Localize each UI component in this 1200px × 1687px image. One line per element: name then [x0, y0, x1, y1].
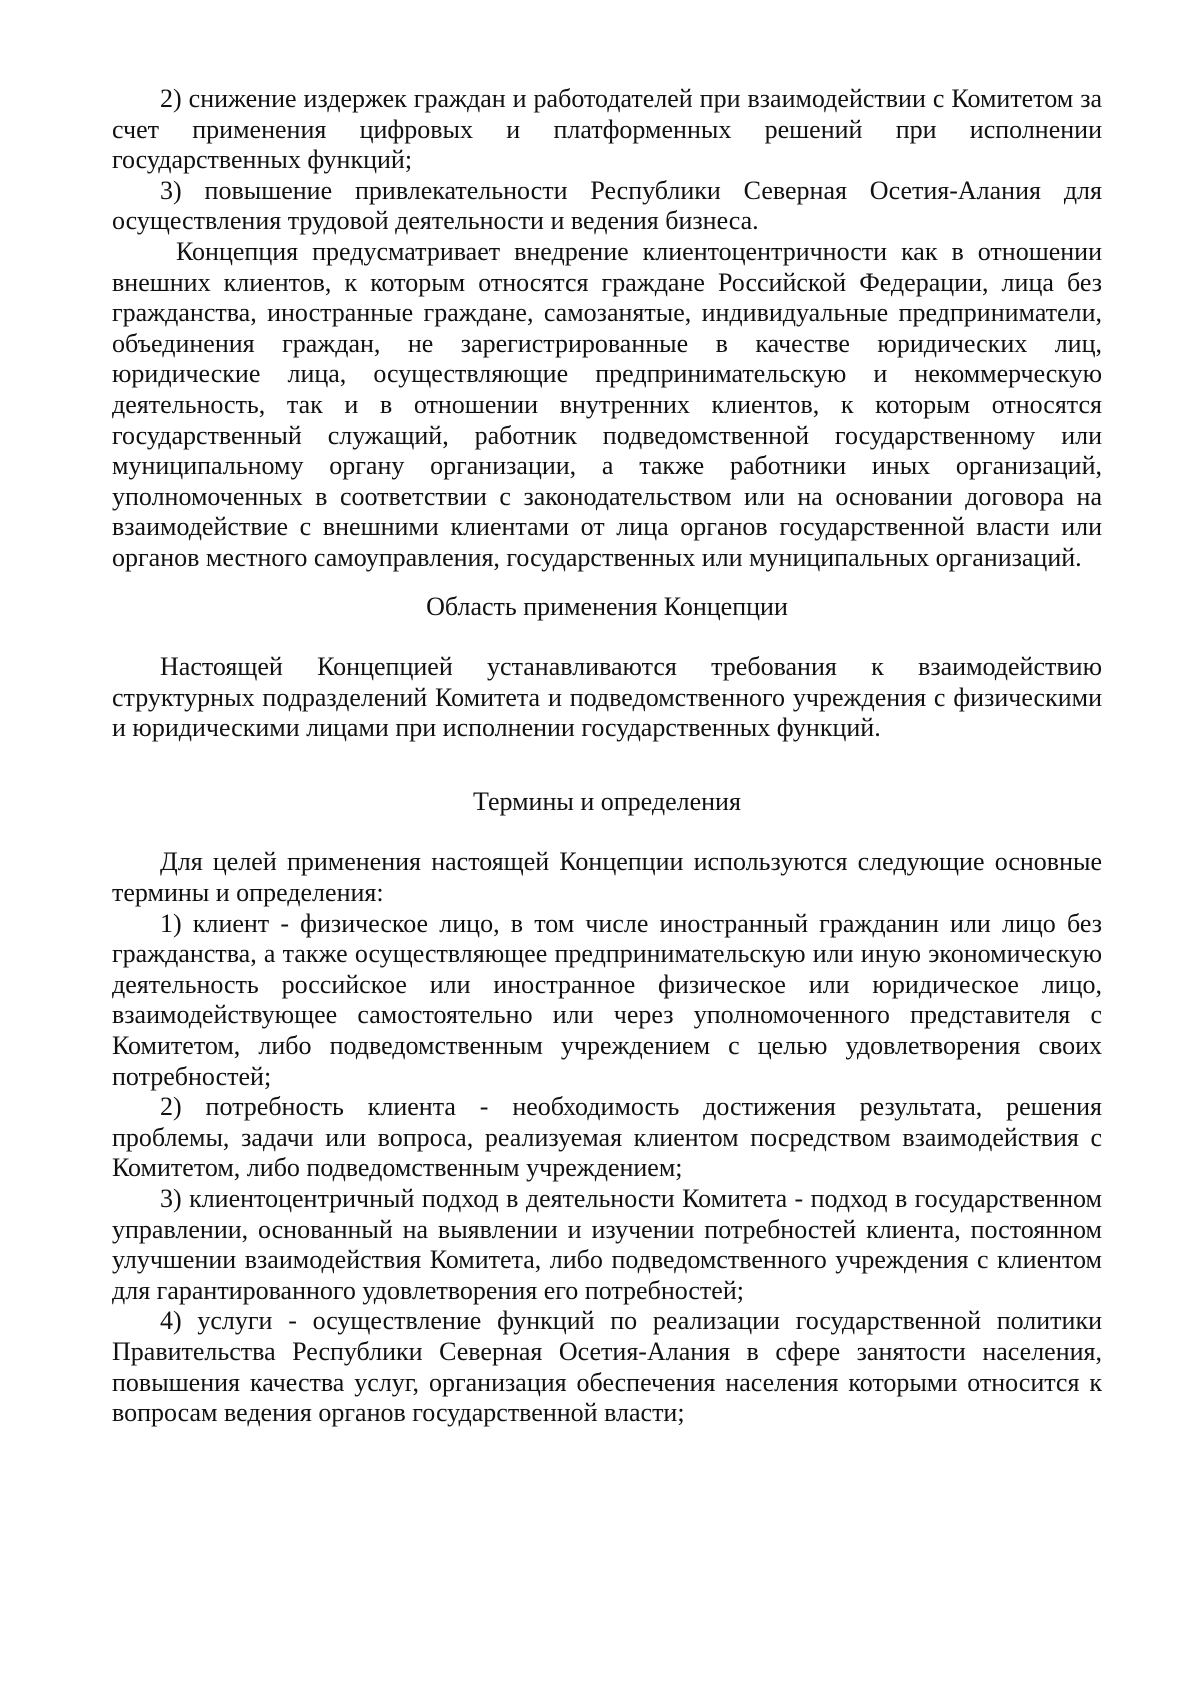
document-page [112, 84, 1102, 1429]
terms-heading: Термины и определения [473, 786, 741, 816]
intro-item-2: 2) снижение издержек граждан и работодателей при взаимодействии с Комитетом за счет применения цифровых и платформенных решений при исполнении государственных функций; [112, 84, 1102, 175]
term-item-services: 4) услуги - осуществление функций по реализации государственной политики Правительства Республики Северная Осетия-Алания в сфере занятости населения, повышения качества услуг, организация обеспечения населения которыми относится к вопросам ведения органов государственной власти; [112, 1306, 1102, 1428]
scope-paragraph: Настоящей Концепцией устанавливаются требования к взаимодействию структурных подразделений Комитета и подведомственного учреждения с физическими и юридическими лицами при исполнении государственных функций. [112, 652, 1102, 743]
intro-item-3: 3) повышение привлекательности Республики Северная Осетия-Алания для осуществления трудовой деятельности и ведения бизнеса. [112, 175, 1102, 236]
term-item-client-need: 2) потребность клиента - необходимость достижения результата, решения проблемы, задачи или вопроса, реализуемая клиентом посредством взаимодействия с Комитетом, либо подведомственным учреждением; [112, 1092, 1102, 1183]
concept-paragraph: Концепция предусматривает внедрение клиентоцентричности как в отношении внешних клиентов, к которым относятся граждане Российской Федерации, лица без гражданства, иностранные граждане, самозанятые, индивидуальные предприниматели, объединения граждан, не зарегистрированные в качестве юридических лиц, юридические лица, осуществляющие предпринимательскую и некоммерческую деятельность, так и в отношении внутренних клиентов, к которым относятся государственный служащий, работник подведомственной государственному или муниципальному органу организации, а также работники иных организаций, уполномоченных в соответствии с законодательством или на основании договора на взаимодействие с внешними клиентами от лица органов государственной власти или органов местного самоуправления, государственных или муниципальных организаций. [112, 236, 1102, 572]
term-item-client-centric-approach: 3) клиентоцентричный подход в деятельности Комитета - подход в государственном управлении, основанный на выявлении и изучении потребностей клиента, постоянном улучшении взаимодействия Комитета, либо подведомственного учреждения с клиентом для гарантированного удовлетворения его потребностей; [112, 1184, 1102, 1305]
terms-intro: Для целей применения настоящей Концепции используются следующие основные термины и определения: [112, 847, 1102, 908]
scope-heading: Область применения Концепции [426, 591, 788, 621]
term-item-client: 1) клиент - физическое лицо, в том числе иностранный гражданин или лицо без гражданства, а также осуществляющее предпринимательскую или иную экономическую деятельность российское или иностранное физическое или юридическое лицо, взаимодействующее самостоятельно или через уполномоченного представителя с Комитетом, либо подведомственным учреждением с целью удовлетворения своих потребностей; [112, 908, 1102, 1091]
